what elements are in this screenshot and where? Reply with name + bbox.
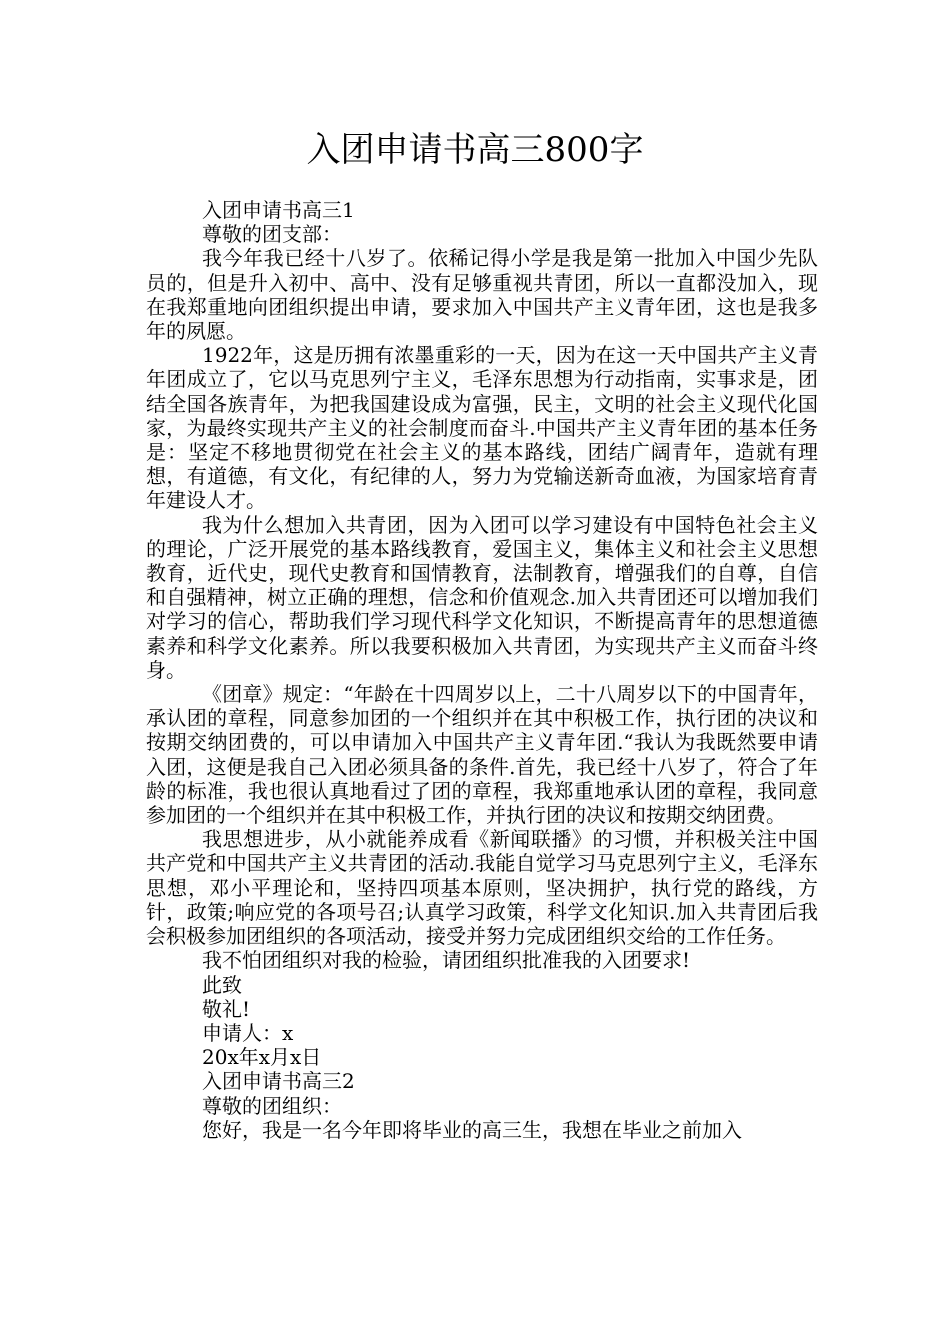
salutation: 尊敬的团支部： (202, 222, 342, 247)
paragraph: 您好，我是一名今年即将毕业的高三生，我想在毕业之前加入 (202, 1117, 742, 1142)
document-title: 入团申请书高三800字 (306, 130, 644, 170)
applicant-line: 申请人：x (202, 1020, 294, 1045)
salutation: 尊敬的团组织： (202, 1093, 342, 1118)
section-heading: 入团申请书高三2 (202, 1069, 355, 1094)
paragraph: 1922年，这是历拥有浓墨重彩的一天，因为在这一天中国共产主义青年团成立了，它以马克思列宁主义，毛泽东思想为行动指南，实事求是，团结全国各族青年，为把我国建设成为富强，民主，文明的社会主义现代化国家，为最终实现共产主义的社会制度而奋斗.中国共产主义青年团的基本任务是：坚定不移地贯彻党在社会主义的基本路线，团结广阔青年，造就有理想，有道德，有文化，有纪律的人，努力为党输送新奇血液，为国家培育青年建设人才。 (146, 343, 818, 513)
paragraph: 我今年我已经十八岁了。依稀记得小学是我是第一批加入中国少先队员的，但是升入初中、高中、没有足够重视共青团，所以一直都没加入，现在我郑重地向团组织提出申请，要求加入中国共产主义青年团，这也是我多年的夙愿。 (146, 246, 818, 344)
document-body (146, 198, 818, 1142)
paragraph: 我为什么想加入共青团，因为入团可以学习建设有中国特色社会主义的理论，广泛开展党的基本路线教育，爱国主义，集体主义和社会主义思想教育，近代史，现代史教育和国情教育，法制教育，增强我们的自尊，自信和自强精神，树立正确的理想，信念和价值观念.加入共青团还可以增加我们对学习的信心，帮助我们学习现代科学文化知识，不断提高青年的思想道德素养和科学文化素养。所以我要积极加入共青团，为实现共产主义而奋斗终身。 (146, 512, 818, 682)
closing-line: 我不怕团组织对我的检验，请团组织批准我的入团要求! (202, 948, 691, 973)
paragraph: 我思想进步，从小就能养成看《新闻联播》的习惯，并积极关注中国共产党和中国共产主义共青团的活动.我能自觉学习马克思列宁主义，毛泽东思想，邓小平理论和，坚持四项基本原则，坚决拥护，执行党的路线，方针，政策;响应党的各项号召;认真学习政策，科学文化知识.加入共青团后我会积极参加团组织的各项活动，接受并努力完成团组织交给的工作任务。 (146, 827, 818, 949)
closing-salute: 敬礼! (202, 996, 251, 1021)
date-line: 20x年x月x日 (202, 1045, 322, 1070)
closing-greeting: 此致 (202, 972, 242, 997)
section-heading: 入团申请书高三1 (202, 198, 355, 222)
paragraph: 《团章》规定：“年龄在十四周岁以上，二十八周岁以下的中国青年，承认团的章程，同意参加团的一个组织并在其中积极工作，执行团的决议和按期交纳团费的，可以申请加入中国共产主义青年团.“我认为我既然要申请入团，这便是我自己入团必须具备的条件.首先，我已经十八岁了，符合了年龄的标准，我也很认真地看过了团的章程，我郑重地承认团的章程，我同意参加团的一个组织并在其中积极工作，并执行团的决议和按期交纳团费。 (146, 682, 818, 828)
